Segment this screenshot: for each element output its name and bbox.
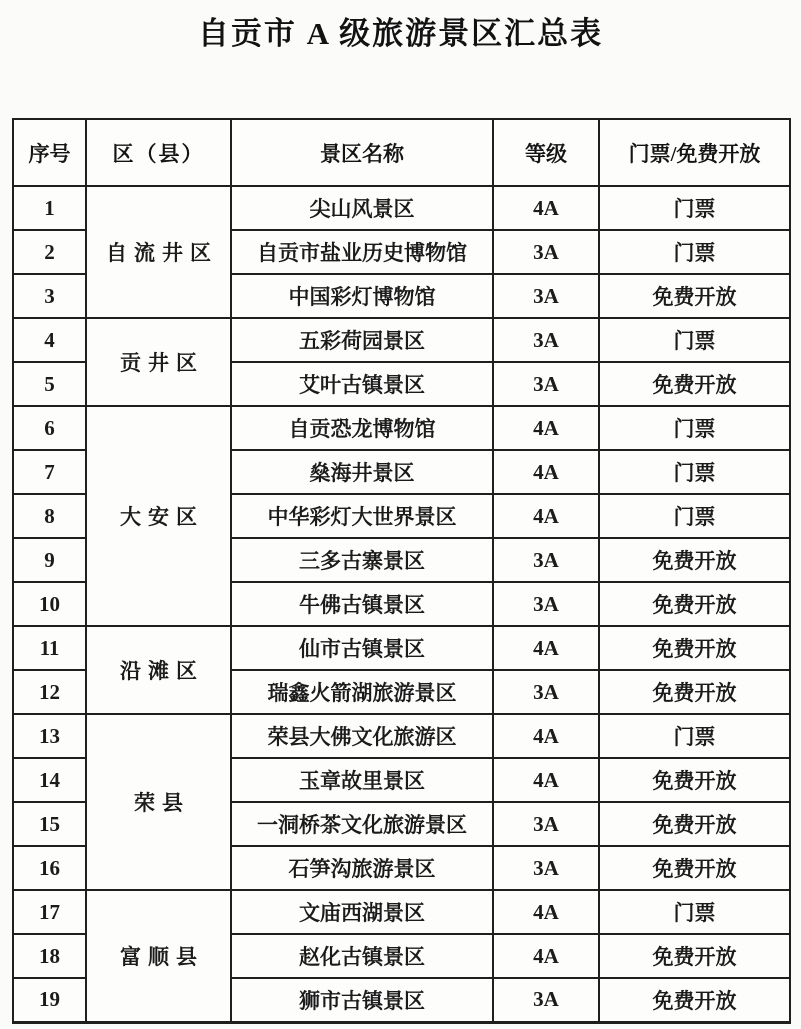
level-cell: 4A <box>493 494 599 538</box>
table-body <box>13 186 790 1022</box>
district-cell: 贡井区 <box>86 318 231 406</box>
ticket-cell: 门票 <box>599 186 790 230</box>
district-cell: 自流井区 <box>86 186 231 318</box>
scenic-area-cell: 艾叶古镇景区 <box>231 362 493 406</box>
scenic-area-cell: 自贡市盐业历史博物馆 <box>231 230 493 274</box>
level-cell: 3A <box>493 538 599 582</box>
table-row <box>13 186 790 230</box>
row-number-cell: 19 <box>13 978 86 1022</box>
row-number-cell: 5 <box>13 362 86 406</box>
row-number-cell: 18 <box>13 934 86 978</box>
level-cell: 4A <box>493 714 599 758</box>
column-header-name: 景区名称 <box>231 119 493 186</box>
level-cell: 4A <box>493 450 599 494</box>
scenic-area-cell: 瑞鑫火箭湖旅游景区 <box>231 670 493 714</box>
ticket-cell: 免费开放 <box>599 846 790 890</box>
scenic-area-cell: 一洞桥茶文化旅游景区 <box>231 802 493 846</box>
ticket-cell: 免费开放 <box>599 802 790 846</box>
attractions-table <box>12 118 791 1024</box>
district-cell: 大安区 <box>86 406 231 626</box>
level-cell: 3A <box>493 670 599 714</box>
level-cell: 4A <box>493 186 599 230</box>
level-cell: 4A <box>493 890 599 934</box>
ticket-cell: 免费开放 <box>599 274 790 318</box>
table-row <box>13 318 790 362</box>
district-cell: 沿滩区 <box>86 626 231 714</box>
scenic-area-cell: 石笋沟旅游景区 <box>231 846 493 890</box>
ticket-cell: 门票 <box>599 714 790 758</box>
scenic-area-cell: 中华彩灯大世界景区 <box>231 494 493 538</box>
scenic-area-cell: 牛佛古镇景区 <box>231 582 493 626</box>
ticket-cell: 免费开放 <box>599 582 790 626</box>
level-cell: 3A <box>493 274 599 318</box>
level-cell: 3A <box>493 846 599 890</box>
table-row <box>13 626 790 670</box>
level-cell: 3A <box>493 230 599 274</box>
scenic-area-cell: 三多古寨景区 <box>231 538 493 582</box>
row-number-cell: 12 <box>13 670 86 714</box>
row-number-cell: 2 <box>13 230 86 274</box>
column-header-level: 等级 <box>493 119 599 186</box>
level-cell: 3A <box>493 362 599 406</box>
level-cell: 4A <box>493 934 599 978</box>
column-header-district: 区（县） <box>86 119 231 186</box>
row-number-cell: 4 <box>13 318 86 362</box>
ticket-cell: 免费开放 <box>599 934 790 978</box>
row-number-cell: 16 <box>13 846 86 890</box>
scenic-area-cell: 狮市古镇景区 <box>231 978 493 1022</box>
level-cell: 4A <box>493 406 599 450</box>
scenic-area-cell: 自贡恐龙博物馆 <box>231 406 493 450</box>
district-cell: 荣县 <box>86 714 231 890</box>
table-row <box>13 714 790 758</box>
column-header-ticket: 门票/免费开放 <box>599 119 790 186</box>
column-header-no: 序号 <box>13 119 86 186</box>
scenic-area-cell: 赵化古镇景区 <box>231 934 493 978</box>
level-cell: 3A <box>493 802 599 846</box>
scenic-area-cell: 玉章故里景区 <box>231 758 493 802</box>
ticket-cell: 门票 <box>599 406 790 450</box>
row-number-cell: 9 <box>13 538 86 582</box>
scenic-area-cell: 中国彩灯博物馆 <box>231 274 493 318</box>
ticket-cell: 门票 <box>599 890 790 934</box>
table-header <box>13 119 790 186</box>
row-number-cell: 6 <box>13 406 86 450</box>
ticket-cell: 免费开放 <box>599 758 790 802</box>
ticket-cell: 免费开放 <box>599 538 790 582</box>
page-title: 自贡市 A 级旅游景区汇总表 <box>197 16 604 51</box>
scenic-area-cell: 尖山风景区 <box>231 186 493 230</box>
ticket-cell: 门票 <box>599 494 790 538</box>
scenic-area-cell: 燊海井景区 <box>231 450 493 494</box>
level-cell: 4A <box>493 758 599 802</box>
row-number-cell: 17 <box>13 890 86 934</box>
scenic-area-cell: 仙市古镇景区 <box>231 626 493 670</box>
ticket-cell: 门票 <box>599 318 790 362</box>
row-number-cell: 7 <box>13 450 86 494</box>
level-cell: 3A <box>493 318 599 362</box>
ticket-cell: 门票 <box>599 450 790 494</box>
row-number-cell: 3 <box>13 274 86 318</box>
row-number-cell: 15 <box>13 802 86 846</box>
level-cell: 3A <box>493 978 599 1022</box>
table-row <box>13 406 790 450</box>
row-number-cell: 11 <box>13 626 86 670</box>
scenic-area-cell: 荣县大佛文化旅游区 <box>231 714 493 758</box>
row-number-cell: 10 <box>13 582 86 626</box>
level-cell: 4A <box>493 626 599 670</box>
header-row <box>13 119 790 186</box>
row-number-cell: 13 <box>13 714 86 758</box>
ticket-cell: 免费开放 <box>599 978 790 1022</box>
table-row <box>13 890 790 934</box>
row-number-cell: 14 <box>13 758 86 802</box>
ticket-cell: 门票 <box>599 230 790 274</box>
district-cell: 富顺县 <box>86 890 231 1022</box>
scenic-area-cell: 文庙西湖景区 <box>231 890 493 934</box>
ticket-cell: 免费开放 <box>599 626 790 670</box>
scenic-area-cell: 五彩荷园景区 <box>231 318 493 362</box>
ticket-cell: 免费开放 <box>599 362 790 406</box>
level-cell: 3A <box>493 582 599 626</box>
row-number-cell: 8 <box>13 494 86 538</box>
row-number-cell: 1 <box>13 186 86 230</box>
ticket-cell: 免费开放 <box>599 670 790 714</box>
